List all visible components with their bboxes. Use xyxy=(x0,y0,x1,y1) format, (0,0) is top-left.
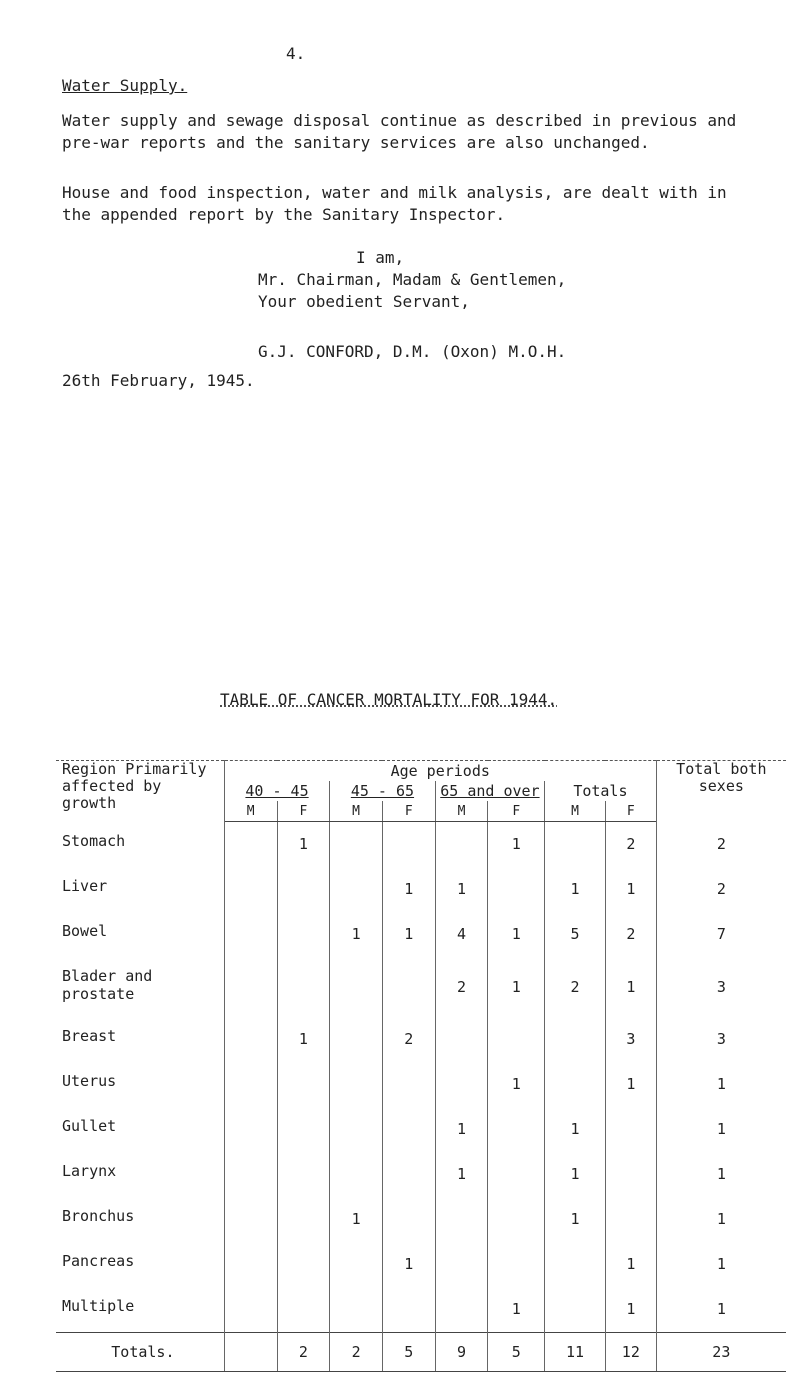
region-label: Breast xyxy=(56,1017,224,1062)
table-cell xyxy=(330,1062,383,1107)
region-label: Bronchus xyxy=(56,1197,224,1242)
totals-cell: 9 xyxy=(435,1332,488,1371)
region-label: Uterus xyxy=(56,1062,224,1107)
totals-cell xyxy=(224,1332,277,1371)
table-cell: 1 xyxy=(277,1017,330,1062)
table-cell: 1 xyxy=(656,1062,786,1107)
sex-f: F xyxy=(488,801,545,822)
table-row xyxy=(56,1017,786,1062)
table-cell xyxy=(435,1017,488,1062)
table-cell: 1 xyxy=(330,1197,383,1242)
table-cell xyxy=(277,1062,330,1107)
table-cell xyxy=(224,1242,277,1287)
signoff-line-2: Mr. Chairman, Madam & Gentlemen, xyxy=(258,270,567,289)
table-cell xyxy=(224,822,277,867)
table-cell: 1 xyxy=(626,1255,636,1273)
table-row xyxy=(56,1062,786,1107)
region-header: Region Primarily affected by growth xyxy=(56,761,224,822)
table-row xyxy=(56,1107,786,1152)
table-cell xyxy=(330,867,383,912)
table-cell xyxy=(435,1197,488,1242)
table-cell: 1 xyxy=(488,957,545,1017)
table-cell xyxy=(330,1287,383,1333)
table-cell: 1 xyxy=(656,1197,786,1242)
table-cell xyxy=(330,1017,383,1062)
totals-cell: 2 xyxy=(277,1332,330,1371)
sex-f: F xyxy=(277,801,330,822)
age-group-65-over: 65 and over xyxy=(435,781,544,801)
table-cell: 1 xyxy=(488,912,545,957)
table-cell: 1 xyxy=(488,1062,545,1107)
table-cell: 2 xyxy=(382,1017,435,1062)
table-cell xyxy=(224,957,277,1017)
table-cell xyxy=(382,1107,435,1152)
region-label: Stomach xyxy=(56,822,224,867)
table-cell: 1 xyxy=(435,1107,488,1152)
table-cell xyxy=(605,1197,656,1242)
table-cell: 2 xyxy=(626,925,636,943)
table-row xyxy=(56,822,786,867)
table-cell xyxy=(382,1062,435,1107)
totals-cell: 12 xyxy=(605,1332,656,1371)
totals-cell: 5 xyxy=(488,1332,545,1371)
table-cell: 2 xyxy=(626,835,636,854)
table-cell: 1 xyxy=(626,880,636,898)
cancer-mortality-table xyxy=(56,760,786,1372)
totals-header: Totals xyxy=(573,782,628,800)
table-cell: 1 xyxy=(545,1107,606,1152)
signoff-line-3: Your obedient Servant, xyxy=(258,292,470,311)
table-cell xyxy=(488,867,545,912)
totals-label: Totals. xyxy=(56,1332,224,1371)
table-cell xyxy=(277,1287,330,1333)
table-cell: 3 xyxy=(656,1017,786,1062)
table-cell xyxy=(488,1017,545,1062)
table-cell xyxy=(277,1107,330,1152)
table-cell xyxy=(224,1287,277,1333)
table-row xyxy=(56,1197,786,1242)
letter-date: 26th February, 1945. xyxy=(62,371,255,390)
table-cell xyxy=(382,957,435,1017)
table-row xyxy=(56,912,786,957)
table-cell xyxy=(224,867,277,912)
table-cell xyxy=(435,1062,488,1107)
totals-cell: 23 xyxy=(656,1332,786,1371)
table-cell xyxy=(224,1197,277,1242)
table-row xyxy=(56,1242,786,1287)
table-cell xyxy=(224,1152,277,1197)
table-cell xyxy=(488,1197,545,1242)
table-cell xyxy=(435,1242,488,1287)
sex-m: M xyxy=(435,801,488,822)
table-row xyxy=(56,1152,786,1197)
table-cell xyxy=(545,822,606,867)
table-cell xyxy=(545,1242,606,1287)
table-cell: 1 xyxy=(277,822,330,867)
table-cell: 3 xyxy=(656,957,786,1017)
table-cell: 1 xyxy=(435,1152,488,1197)
table-cell: 7 xyxy=(656,912,786,957)
table-row xyxy=(56,957,786,1017)
table-cell: 2 xyxy=(656,867,786,912)
table-row xyxy=(56,867,786,912)
table-cell xyxy=(488,1152,545,1197)
table-row xyxy=(56,1287,786,1333)
table-cell xyxy=(382,822,435,867)
table-cell: 2 xyxy=(545,957,606,1017)
age-group-45-65: 45 - 65 xyxy=(330,781,435,801)
table-cell xyxy=(277,1242,330,1287)
region-label: Liver xyxy=(56,867,224,912)
age-group-40-45: 40 - 45 xyxy=(224,781,329,801)
table-cell xyxy=(382,1197,435,1242)
section-heading: Water Supply. xyxy=(62,76,188,95)
table-cell: 3 xyxy=(626,1030,636,1048)
totals-cell: 2 xyxy=(330,1332,383,1371)
table-cell: 1 xyxy=(656,1152,786,1197)
table-cell xyxy=(435,822,488,867)
totals-cell: 11 xyxy=(545,1332,606,1371)
table-cell: 1 xyxy=(382,912,435,957)
table-cell xyxy=(382,1152,435,1197)
region-label: Larynx xyxy=(56,1152,224,1197)
sex-f: F xyxy=(605,801,656,822)
region-label: Bowel xyxy=(56,912,224,957)
table-cell xyxy=(330,1152,383,1197)
table-cell xyxy=(330,1242,383,1287)
table-cell xyxy=(488,1242,545,1287)
sex-m: M xyxy=(545,801,606,822)
table-cell xyxy=(545,1062,606,1107)
table-cell: 1 xyxy=(435,867,488,912)
region-label: Blader and prostate xyxy=(56,957,224,1017)
table-cell xyxy=(605,1107,656,1152)
table-title: TABLE OF CANCER MORTALITY FOR 1944. xyxy=(220,690,558,709)
table-cell xyxy=(277,1152,330,1197)
table-cell: 1 xyxy=(656,1287,786,1333)
table-cell: 1 xyxy=(626,1300,636,1318)
paragraph-1: Water supply and sewage disposal continue as described in previous and pre-war reports and the sanitary services are also unchanged. xyxy=(62,111,737,152)
table-cell: 1 xyxy=(382,867,435,912)
total-both-sexes-header: Total both sexes xyxy=(656,761,786,822)
totals-row xyxy=(56,1332,786,1371)
table-cell xyxy=(277,1197,330,1242)
signoff-line-1: I am, xyxy=(356,248,405,267)
table-cell xyxy=(277,957,330,1017)
region-label: Multiple xyxy=(56,1287,224,1333)
table-cell: 1 xyxy=(656,1242,786,1287)
table-cell: 1 xyxy=(545,1152,606,1197)
region-label: Pancreas xyxy=(56,1242,224,1287)
totals-cell: 5 xyxy=(382,1332,435,1371)
table-cell xyxy=(488,1107,545,1152)
table-cell xyxy=(545,1017,606,1062)
table-cell: 5 xyxy=(545,912,606,957)
table-cell xyxy=(277,912,330,957)
sex-m: M xyxy=(224,801,277,822)
table-cell: 1 xyxy=(382,1242,435,1287)
table-cell: 1 xyxy=(330,912,383,957)
region-label: Gullet xyxy=(56,1107,224,1152)
table-cell xyxy=(224,1062,277,1107)
table-cell: 1 xyxy=(488,1287,545,1333)
table-cell xyxy=(330,957,383,1017)
table-cell: 1 xyxy=(545,867,606,912)
table-cell: 1 xyxy=(488,822,545,867)
table-cell xyxy=(224,1107,277,1152)
table-cell xyxy=(382,1287,435,1333)
signature: G.J. CONFORD, D.M. (Oxon) M.O.H. xyxy=(258,342,567,361)
table-cell xyxy=(435,1287,488,1333)
table-cell xyxy=(224,1017,277,1062)
table-cell: 1 xyxy=(626,977,636,996)
table-cell xyxy=(605,1152,656,1197)
paragraph-2: House and food inspection, water and milk analysis, are dealt with in the appended report by the Sanitary Inspector. xyxy=(62,183,727,224)
table-cell xyxy=(330,822,383,867)
page-number: 4. xyxy=(286,44,306,63)
sex-m: M xyxy=(330,801,383,822)
table-cell xyxy=(330,1107,383,1152)
age-periods-header: Age periods xyxy=(390,762,490,780)
table-cell: 4 xyxy=(435,912,488,957)
sex-f: F xyxy=(382,801,435,822)
table-cell xyxy=(277,867,330,912)
table-cell xyxy=(545,1287,606,1333)
table-cell xyxy=(224,912,277,957)
table-cell: 1 xyxy=(545,1197,606,1242)
table-cell: 2 xyxy=(435,957,488,1017)
table-cell: 2 xyxy=(656,822,786,867)
table-cell: 1 xyxy=(656,1107,786,1152)
table-cell: 1 xyxy=(626,1075,636,1093)
